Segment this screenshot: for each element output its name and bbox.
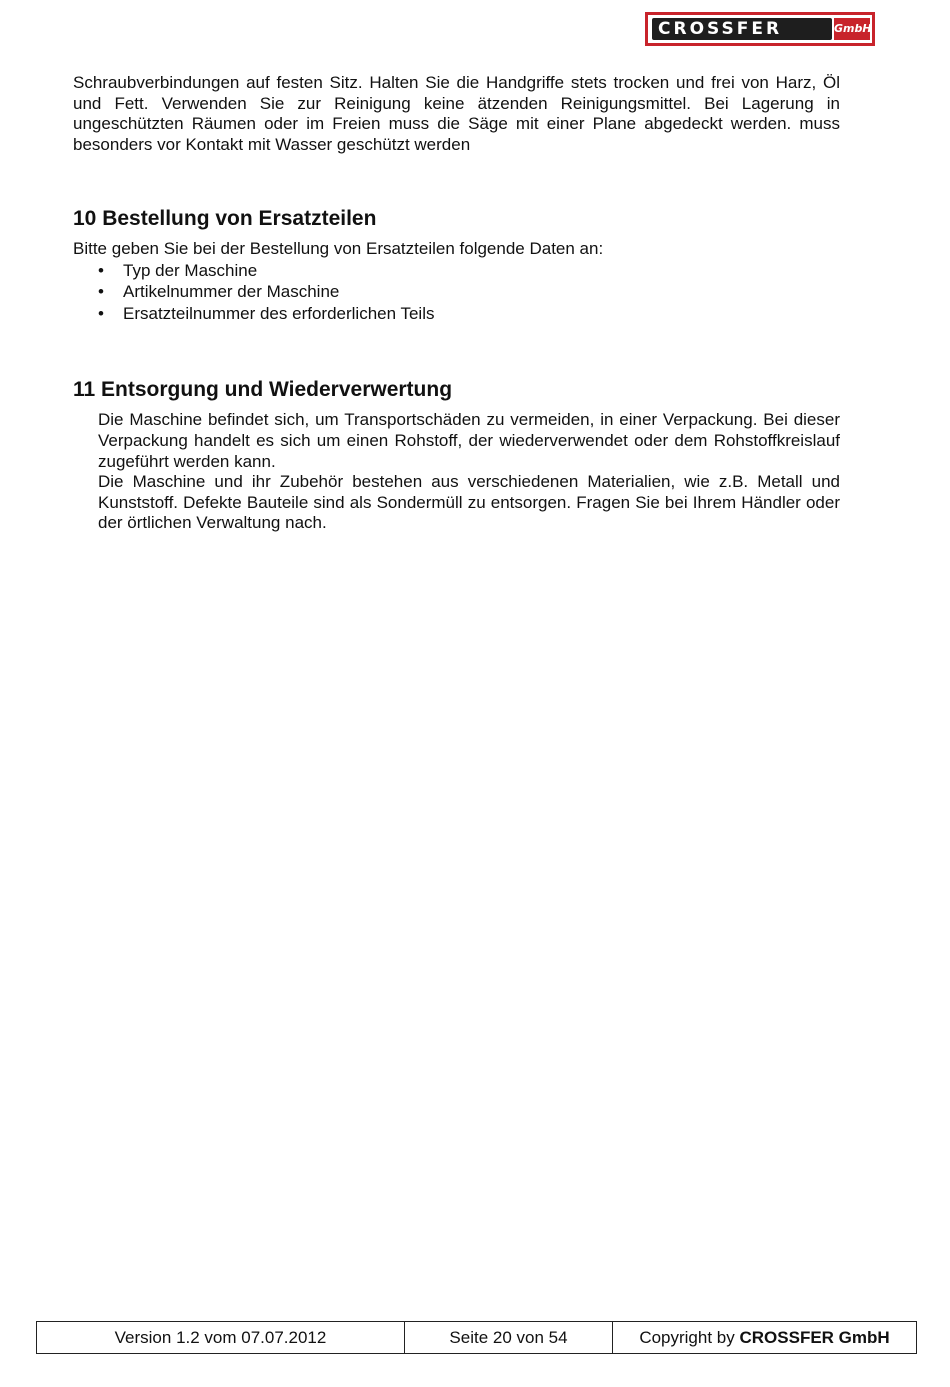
- footer-page-number: Seite 20 von 54: [405, 1322, 613, 1354]
- disposal-paragraph-1: Die Maschine befindet sich, um Transportschäden zu vermeiden, in einer Verpackung. Bei dieser Verpackung handelt es sich um einen Rohstoff, der wiederverwendet oder dem Rohstoffkreislauf zugeführt werden kann.: [98, 410, 840, 471]
- list-item: • Ersatzteilnummer des erforderlichen Teils: [73, 303, 840, 325]
- section-11-heading: 11 Entsorgung und Wiederverwertung: [73, 378, 453, 402]
- section-11-body: [98, 410, 840, 534]
- copyright-prefix: Copyright by: [639, 1327, 740, 1347]
- logo-wordmark-box: [652, 18, 832, 40]
- logo-wordmark: CROSSFER: [658, 19, 783, 39]
- footer-copyright: [613, 1322, 917, 1354]
- list-item: • Typ der Maschine: [73, 260, 840, 282]
- section-10-heading: 10 Bestellung von Ersatzteilen: [73, 207, 377, 231]
- section-10-intro: Bitte geben Sie bei der Bestellung von Ersatzteilen folgende Daten an:: [73, 239, 604, 259]
- crossfer-logo: [645, 12, 875, 46]
- continuation-paragraph: Schraubverbindungen auf festen Sitz. Halten Sie die Handgriffe stets trocken und frei von Harz, Öl und Fett. Verwenden Sie zur Reinigung keine ätzenden Reinigungsmittel. Bei Lagerung in ungeschützten Räumen oder im Freien muss die Säge mit einer Plane abgedeckt werden. muss besonders vor Kontakt mit Wasser geschützt werden: [73, 73, 840, 154]
- logo-gmbh-badge: GmbH: [834, 18, 870, 40]
- list-item: • Artikelnummer der Maschine: [73, 281, 840, 303]
- page-content: [73, 73, 840, 534]
- disposal-paragraph-2: Die Maschine und ihr Zubehör bestehen aus verschiedenen Materialien, wie z.B. Metall und Kunststoff. Defekte Bauteile sind als Sondermüll zu entsorgen. Fragen Sie bei Ihrem Händler oder der örtlichen Verwaltung nach.: [98, 472, 840, 533]
- page-footer: [36, 1321, 917, 1354]
- spare-parts-list: [73, 260, 840, 325]
- footer-version: Version 1.2 vom 07.07.2012: [37, 1322, 405, 1354]
- copyright-company: CROSSFER GmbH: [739, 1327, 890, 1347]
